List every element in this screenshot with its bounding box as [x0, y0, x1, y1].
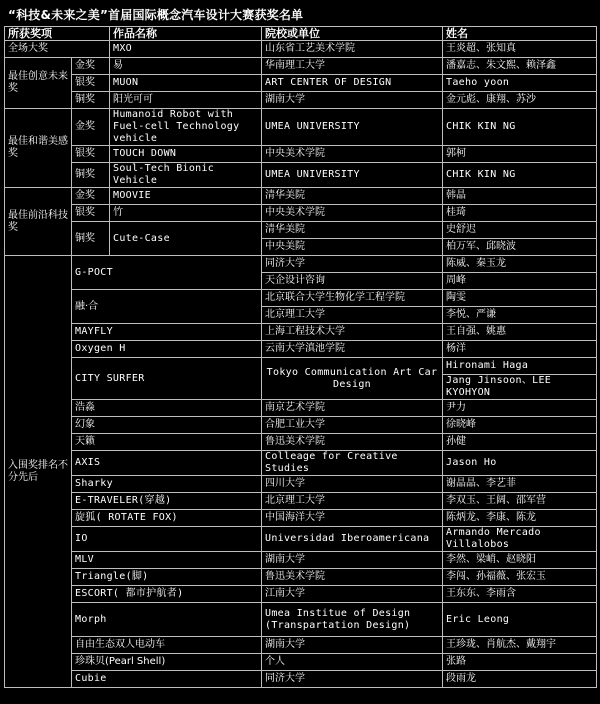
work-cell: 自由生态双人电动车 — [72, 637, 262, 654]
table-row — [5, 222, 597, 239]
work-cell: Sharky — [72, 476, 262, 493]
school-cell: 同济大学 — [262, 671, 443, 688]
work-cell: Triangle(脚) — [72, 569, 262, 586]
school-cell: 清华美院 — [262, 188, 443, 205]
table-row — [5, 324, 597, 341]
names-cell: 王炎超、张知真 — [443, 41, 597, 58]
work-cell: IO — [72, 527, 262, 552]
table-row — [5, 41, 597, 58]
school-cell: 南京艺术学院 — [262, 400, 443, 417]
work-cell: 浩淼 — [72, 400, 262, 417]
school-cell: 中央美术学院 — [262, 146, 443, 163]
school-cell: 鲁迅美术学院 — [262, 569, 443, 586]
names-cell: 陶雯 — [443, 290, 597, 307]
work-cell: CITY SURFER — [72, 358, 262, 400]
names-cell: 潘嘉志、朱文熙、赖泽鑫 — [443, 58, 597, 75]
work-cell: MXO — [110, 41, 262, 58]
table-row — [5, 476, 597, 493]
names-cell: 李闯、孙福薇、张宏玉 — [443, 569, 597, 586]
school-cell: 湖南大学 — [262, 637, 443, 654]
rank-cell: 金奖 — [72, 58, 110, 75]
work-cell: 融·合 — [72, 290, 262, 324]
names-cell: 孙健 — [443, 434, 597, 451]
names-cell: 徐晓峰 — [443, 417, 597, 434]
table-row — [5, 603, 597, 620]
header-names: 姓名 — [443, 27, 597, 41]
names-cell: 段雨龙 — [443, 671, 597, 688]
school-cell: 天企设计咨询 — [262, 273, 443, 290]
names-cell: 王东东、李雨含 — [443, 586, 597, 603]
names-cell: 杨洋 — [443, 341, 597, 358]
names-cell: 韩晶 — [443, 188, 597, 205]
table-header — [5, 27, 597, 41]
school-cell: 中国海洋大学 — [262, 510, 443, 527]
rank-cell: 银奖 — [72, 146, 110, 163]
work-cell: 阳光可可 — [110, 92, 262, 109]
rank-cell: 铜奖 — [72, 92, 110, 109]
category-frontier: 最佳前沿科技奖 — [5, 188, 72, 256]
work-cell: MOOVIE — [110, 188, 262, 205]
table-row — [5, 527, 597, 552]
table-row — [5, 188, 597, 205]
table-row — [5, 146, 597, 163]
school-cell: 北京联合大学生物化学工程学院 — [262, 290, 443, 307]
rank-cell: 铜奖 — [72, 163, 110, 188]
rank-cell: 银奖 — [72, 205, 110, 222]
names-cell: 周峰 — [443, 273, 597, 290]
work-cell: E-TRAVELER(穿越) — [72, 493, 262, 510]
work-cell: Cubie — [72, 671, 262, 688]
work-cell: G-POCT — [72, 256, 262, 290]
table-row — [5, 510, 597, 527]
names-cell: 王自强、姚惠 — [443, 324, 597, 341]
names-cell: 张路 — [443, 654, 597, 671]
table-row — [5, 358, 597, 375]
names-cell: 郭柯 — [443, 146, 597, 163]
work-cell: 珍珠贝(Pearl Shell) — [72, 654, 262, 671]
names-cell: 史舒迟 — [443, 222, 597, 239]
table-row — [5, 417, 597, 434]
names-cell: CHIK KIN NG — [443, 163, 597, 188]
work-cell: Oxygen H — [72, 341, 262, 358]
category-finalist: 入围奖排名不分先后 — [5, 256, 72, 688]
category-creative: 最佳创意未来奖 — [5, 58, 72, 109]
rank-cell: 铜奖 — [72, 222, 110, 256]
school-cell: 北京理工大学 — [262, 307, 443, 324]
school-cell: 山东省工艺美术学院 — [262, 41, 443, 58]
school-cell: UMEA UNIVERSITY — [262, 163, 443, 188]
names-cell: Jason Ho — [443, 451, 597, 476]
work-cell: Cute-Case — [110, 222, 262, 256]
table-row — [5, 451, 597, 476]
names-cell: Jang Jinsoon、LEE KYOHYON — [443, 375, 597, 400]
names-cell: 谢晶晶、李艺菲 — [443, 476, 597, 493]
names-cell: 李悦、严谦 — [443, 307, 597, 324]
work-cell: AXIS — [72, 451, 262, 476]
rank-cell: 银奖 — [72, 75, 110, 92]
work-cell: TOUCH DOWN — [110, 146, 262, 163]
work-cell: MAYFLY — [72, 324, 262, 341]
header-school: 院校或单位 — [262, 27, 443, 41]
school-cell: 华南理工大学 — [262, 58, 443, 75]
table-row — [5, 75, 597, 92]
school-cell: UMEA UNIVERSITY — [262, 109, 443, 146]
table-row — [5, 552, 597, 569]
category-grand: 全场大奖 — [5, 41, 110, 58]
work-cell: ESCORT( 都市护航者) — [72, 586, 262, 603]
school-cell: 中央美术学院 — [262, 205, 443, 222]
names-cell: Eric Leong — [443, 603, 597, 637]
names-cell: 桂琦 — [443, 205, 597, 222]
names-cell: 陈威、秦玉龙 — [443, 256, 597, 273]
work-cell: 幻象 — [72, 417, 262, 434]
table-row — [5, 341, 597, 358]
names-cell: Taeho yoon — [443, 75, 597, 92]
table-row — [5, 400, 597, 417]
school-cell: Umea Institue of Design (Transpartation Design) — [262, 603, 443, 637]
work-cell: Morph — [72, 603, 262, 637]
category-harmony: 最佳和谐美感奖 — [5, 109, 72, 188]
table-row — [5, 671, 597, 688]
names-cell: 李然、梁峭、赵晓阳 — [443, 552, 597, 569]
school-cell: 同济大学 — [262, 256, 443, 273]
names-cell: 尹力 — [443, 400, 597, 417]
work-cell: MLV — [72, 552, 262, 569]
table-row — [5, 493, 597, 510]
header-work: 作品名称 — [110, 27, 262, 41]
table-row — [5, 109, 597, 146]
school-cell: 合肥工业大学 — [262, 417, 443, 434]
table-row — [5, 256, 597, 273]
table-row — [5, 434, 597, 451]
school-cell: Tokyo Communication Art Car Design — [262, 358, 443, 400]
names-cell: 李双玉、王阔、邵军营 — [443, 493, 597, 510]
table-row — [5, 163, 597, 188]
table-row — [5, 205, 597, 222]
page-title: “科技&未来之美”首届国际概念汽车设计大赛获奖名单 — [8, 8, 304, 22]
table-row — [5, 637, 597, 654]
work-cell: 天籁 — [72, 434, 262, 451]
school-cell: 北京理工大学 — [262, 493, 443, 510]
school-cell: 上海工程技术大学 — [262, 324, 443, 341]
table-row — [5, 586, 597, 603]
school-cell: Universidad Iberoamericana — [262, 527, 443, 552]
names-cell: Armando Mercado Villalobos — [443, 527, 597, 552]
school-cell: 四川大学 — [262, 476, 443, 493]
school-cell: 江南大学 — [262, 586, 443, 603]
header-award: 所获奖项 — [5, 27, 110, 41]
school-cell: 个人 — [262, 654, 443, 671]
names-cell: CHIK KIN NG — [443, 109, 597, 146]
table-row — [5, 654, 597, 671]
names-cell: 王珍珑、肖航杰、戴翔宇 — [443, 637, 597, 654]
names-cell: Hironami Haga — [443, 358, 597, 375]
work-cell: 竹 — [110, 205, 262, 222]
school-cell: 鲁迅美术学院 — [262, 434, 443, 451]
table-row — [5, 92, 597, 109]
school-cell: 清华美院 — [262, 222, 443, 239]
school-cell: 湖南大学 — [262, 552, 443, 569]
table-row — [5, 569, 597, 586]
names-cell: 柏万军、邱晓波 — [443, 239, 597, 256]
school-cell: 中央美院 — [262, 239, 443, 256]
awards-table — [4, 26, 597, 688]
school-cell: Colleage for Creative Studies — [262, 451, 443, 476]
names-cell: 金元彪、康翔、苏沙 — [443, 92, 597, 109]
table-row — [5, 58, 597, 75]
table-row — [5, 290, 597, 307]
names-cell: 陈炳龙、李康、陈龙 — [443, 510, 597, 527]
school-cell: ART CENTER OF DESIGN — [262, 75, 443, 92]
work-cell: MUON — [110, 75, 262, 92]
work-cell: 易 — [110, 58, 262, 75]
work-cell: Humanoid Robot with Fuel-cell Technology vehicle — [110, 109, 262, 146]
school-cell: 云南大学滇池学院 — [262, 341, 443, 358]
work-cell: Soul-Tech Bionic Vehicle — [110, 163, 262, 188]
rank-cell: 金奖 — [72, 109, 110, 146]
school-cell: 湖南大学 — [262, 92, 443, 109]
work-cell: 旋狐( ROTATE FOX) — [72, 510, 262, 527]
rank-cell: 金奖 — [72, 188, 110, 205]
